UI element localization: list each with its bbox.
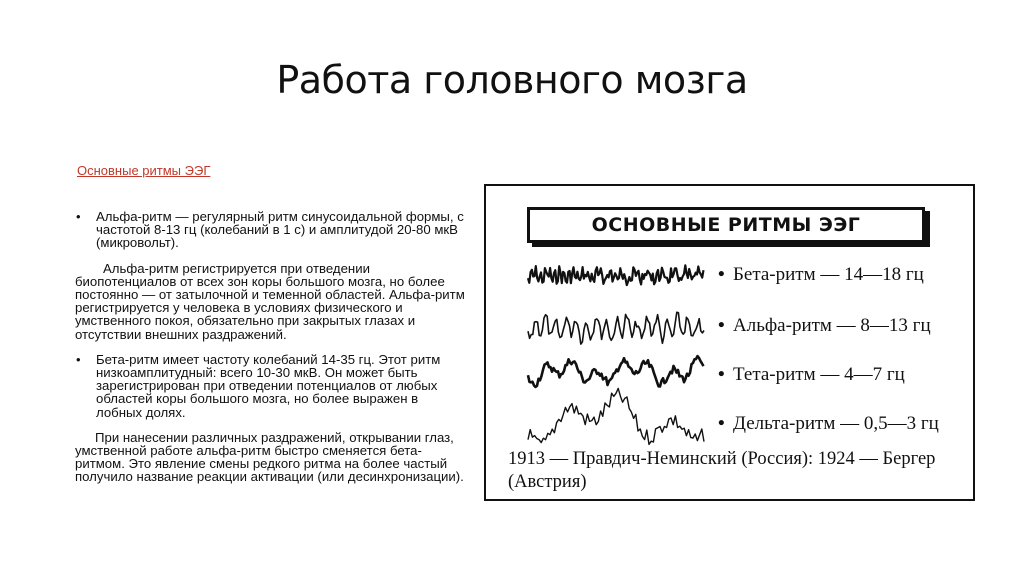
beta-bullet: • Бета-ритм имеет частоту колебаний 14-35 гц. Этот ритм низкоамплитудный: всего 10-30 мкВ. Он может быть зарегистрирован при отведении потенциалов от любых областей коры большого мозга, но более выражен в лобных долях. (75, 353, 467, 419)
activation-paragraph: При нанесении различных раздражений, открывании глаз, умственной работе альфа-ритм быстро сменяется бета-ритмом. Это явление смены редкого ритма на более частый получило название реакции активации (или десинхронизации). (75, 429, 464, 485)
rhythm-label-alpha: • Альфа-ритм — 8—13 гц (718, 315, 931, 336)
theta-wave (528, 356, 704, 387)
alpha-wave (528, 312, 704, 344)
rhythm-label-delta: • Дельта-ритм — 0,5—3 гц (718, 413, 939, 434)
figure-title: ОСНОВНЫЕ РИТМЫ ЭЭГ (527, 207, 925, 243)
alpha-paragraph: Альфа-ритм регистрируется при отведении биопотенциалов от всех зон коры большого мозга, но более постоянно — от затылочной и теменной областей. Альфа-ритм регистрируется у человека в условиях физического и умственного покоя, обязательно при закрытых глазах и отсутствии внешних раздражений. (75, 260, 465, 342)
rhythm-label-beta: • Бета-ритм — 14—18 гц (718, 264, 924, 285)
bullet-dot: • (718, 413, 725, 434)
eeg-waves (526, 252, 706, 452)
figure-footer: 1913 — Правдич-Неминский (Россия): 1924 — Бергер (Австрия) (508, 449, 936, 492)
alpha-bullet: • Альфа-ритм — регулярный ритм синусоидальной формы, с частотой 8-13 гц (колебаний в 1 с) и амплитудой 20-80 мкВ (микровольт). (75, 210, 467, 250)
bullet-dot: • (718, 315, 725, 336)
eeg-figure (484, 184, 975, 501)
delta-wave (528, 388, 704, 444)
bullet-dot: • (718, 364, 725, 385)
page-title: Работа головного мозга (276, 58, 748, 102)
section-link[interactable]: Основные ритмы ЭЭГ (77, 163, 211, 178)
body-text (75, 210, 467, 496)
beta-wave (528, 265, 704, 285)
rhythm-label-theta: • Тета-ритм — 4—7 гц (718, 364, 905, 385)
bullet-dot: • (718, 264, 725, 285)
